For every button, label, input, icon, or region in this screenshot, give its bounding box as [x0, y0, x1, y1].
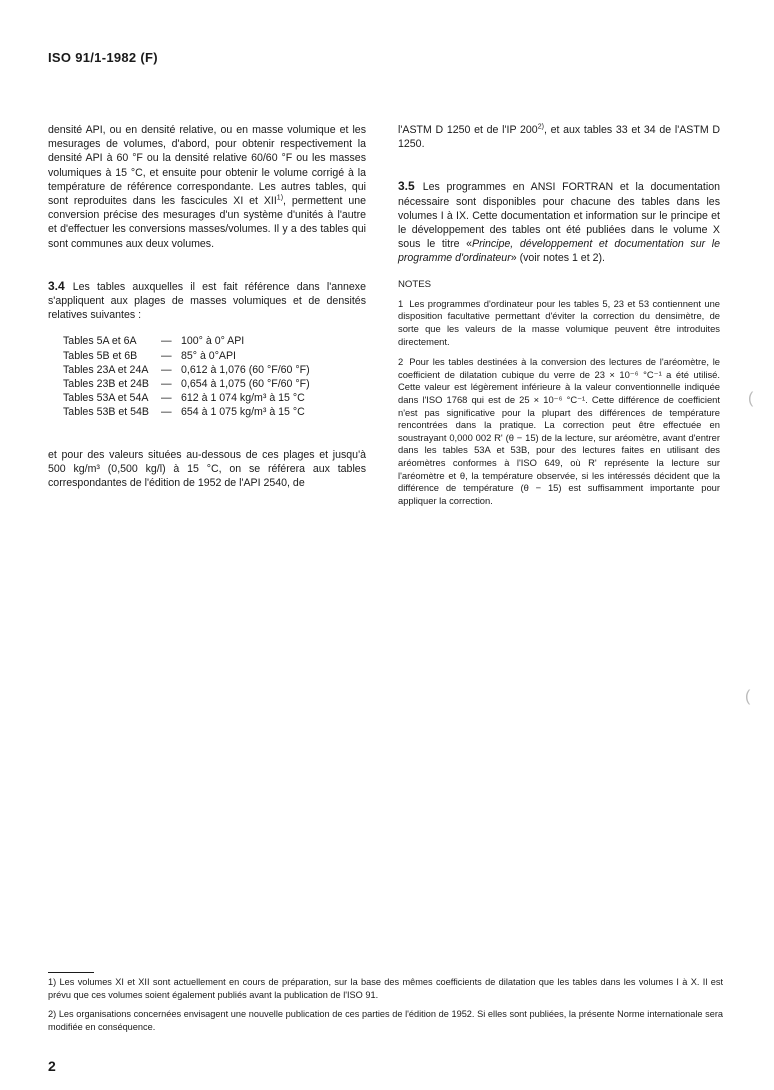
density-range-list [63, 334, 366, 419]
binding-hole-mark: ( [745, 688, 751, 705]
note-1: 1 Les programmes d'ordinateur pour les tables 5, 23 et 53 contiennent une disposition facultative permettant d'éviter la correction du densimètre, de sorte que les valeurs de la masse volumique peuvent être introduites directement. [398, 297, 720, 347]
left-paragraph-2: et pour des valeurs situées au-dessous de ces plages et jusqu'à 500 kg/m³ (0,500 kg/l) à 15 °C, on se référera aux tables correspondantes de l'édition de 1952 de l'API 2540, de [48, 448, 366, 490]
section-3-4: 3.4 Les tables auxquelles il est fait référence dans l'annexe s'appliquent aux plages de masses volumiques et de densités relatives suivantes : [48, 278, 366, 322]
table-row: Tables 23A et 24A — 0,612 à 1,076 (60 °F/60 °F) [63, 363, 310, 376]
table-row: Tables 53A et 54A — 612 à 1 074 kg/m³ à 15 °C [63, 392, 305, 405]
notes-heading: NOTES [398, 278, 432, 290]
document-header: ISO 91/1-1982 (F) [48, 50, 158, 65]
footnote-ref-1: 1) [276, 194, 284, 202]
footnotes [48, 972, 723, 1040]
page-number: 2 [48, 1058, 56, 1074]
note-2: 2 Pour les tables destinées à la conversion des lectures de l'aréomètre, le coefficient de dilatation cubique du verre de 23 × 10⁻⁶ °C⁻¹ a été utilisé. Cette valeur est légèrement inférieure à la valeur conventionnelle indiquée dans l'ISO 1768 qui est de 25 × 10⁻⁶ °C⁻¹. Cette différence de coefficient n'est pas significative pour la plupart des différences de température rencontrées dans la pratique. La correction peut être effectuée en soustrayant 0,000 002 R' (θ − 15) de la lecture, sur aréomètre, avant d'entrer dans les tables 53A et 53B, pour des lectures faites en utilisant des aréomètres conformes à l'ISO 649, où R' représente la lecture sur l'aréomètre et θ, la température observée, si les intéressés décident que la différence de température (θ − 15) est suffisamment importante pour appliquer la correction. [398, 356, 720, 506]
table-row: Tables 5A et 6A — 100° à 0° API [63, 335, 245, 348]
right-paragraph-1: l'ASTM D 1250 et de l'IP 200$^{2)}$, et aux tables 33 et 34 de l'ASTM D 1250. [398, 123, 720, 151]
binding-hole-mark: ( [748, 390, 754, 407]
table-row: Tables 53B et 54B — 654 à 1 075 kg/m³ à 15 °C [63, 406, 305, 419]
section-number: 3.4 [48, 278, 65, 293]
footnote-1: 1) Les volumes XI et XII sont actuellement en cours de préparation, sur la base des mêmes coefficients de dilatation que les tables dans les volumes I à X. Il est prévu que ces volumes soient également publiés avant la publication de l'ISO 91. [48, 977, 723, 1000]
left-column [48, 123, 366, 490]
footnote-ref-2: 2) [537, 123, 544, 131]
section-number: 3.5 [398, 179, 415, 194]
footnote-rule [48, 972, 94, 973]
right-column [398, 123, 720, 507]
footnote-2: 2) Les organisations concernées envisagent une nouvelle publication de ces parties de l'édition de 1952. Si elles sont publiées, la présente Norme internationale sera modifiée en conséquence. [48, 1009, 723, 1032]
left-paragraph-1: densité API, ou en densité relative, ou en masse volumique et les mesurages de volumes, d'abord, pour obtenir respectivement la densité API à 60 °F ou la densité relative 60/60 °F ou les masses volumiques à 15 °C, et ensuite pour obtenir le volume corrigé à la température de référence correspondante. Les autres tables, qui sont reproduites dans les fascicules XI et XII$^{1)}$, permettent une conversion précise des mesurages d'un système d'unités à l'autre et d'effectuer les conversions masses/volumes. Il y a des tables qui sont communes aux deux volumes. [48, 124, 366, 250]
section-3-5: 3.5 Les programmes en ANSI FORTRAN et la documentation nécessaire sont disponibles pour chacune des tables dans les volumes I à IX. Cette documentation et information sur le principe et le développement des tables ont été publiées dans le volume X sous le titre «Principe, développement et documentation sur le programme d'ordinateur» (voir notes 1 et 2). [398, 179, 720, 265]
table-row: Tables 5B et 6B — 85° à 0°API [63, 349, 237, 362]
table-row: Tables 23B et 24B — 0,654 à 1,075 (60 °F/60 °F) [63, 378, 310, 391]
